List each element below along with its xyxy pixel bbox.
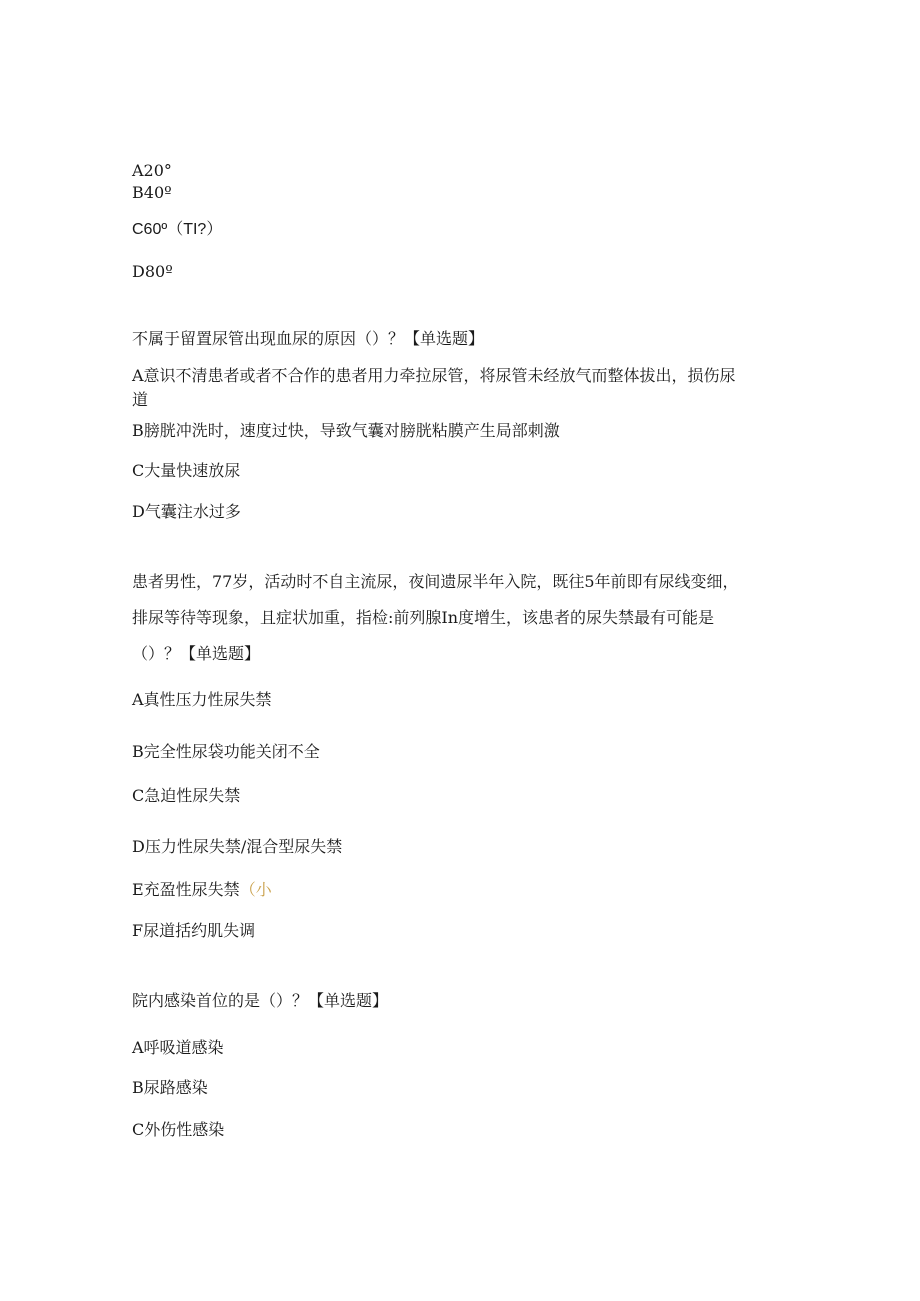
- option-d: D压力性尿失禁/混合型尿失禁: [132, 837, 343, 856]
- question-stem-line-2: 排尿等待等现象，且症状加重，指检:前列腺In度增生，该患者的尿失禁最有可能是: [132, 608, 715, 627]
- question-stem: 院内感染首位的是（）？【单选题】: [132, 991, 389, 1010]
- option-f: F尿道括约肌失调: [132, 921, 256, 940]
- option-a: A真性压力性尿失禁: [132, 690, 272, 709]
- option-a: A呼吸道感染: [132, 1038, 224, 1057]
- option-b: B40º: [132, 183, 172, 202]
- question-stem: 患者男性，77岁，活动时不自主流尿，夜间遗尿半年入院，既往5年前即有尿线变细，: [132, 572, 739, 591]
- option-c: C外伤性感染: [132, 1120, 225, 1139]
- option-a-continued: 道: [132, 390, 149, 409]
- option-d: D80º: [132, 262, 173, 281]
- option-c: C大量快速放尿: [132, 461, 241, 480]
- answer-mark: （小: [239, 880, 272, 899]
- option-e: [132, 880, 272, 900]
- option-c: C60º（TI?）: [132, 221, 223, 238]
- option-d: D气囊注水过多: [132, 502, 241, 521]
- option-e-text: E充盈性尿失禁: [132, 880, 240, 899]
- question-stem: 不属于留置尿管出现血尿的原因（）？【单选题】: [132, 329, 485, 348]
- option-b: B膀胱冲洗时，速度过快，导致气囊对膀胱粘膜产生局部刺激: [132, 421, 560, 440]
- option-a: A20°: [132, 161, 172, 180]
- option-a: A意识不清患者或者不合作的患者用力牵拉尿管，将尿管未经放气而整体拔出，损伤尿: [132, 366, 736, 385]
- option-b: B尿路感染: [132, 1078, 208, 1097]
- option-b: B完全性尿袋功能关闭不全: [132, 742, 320, 761]
- option-c: C急迫性尿失禁: [132, 786, 241, 805]
- question-stem-line-3: （）？【单选题】: [132, 644, 261, 663]
